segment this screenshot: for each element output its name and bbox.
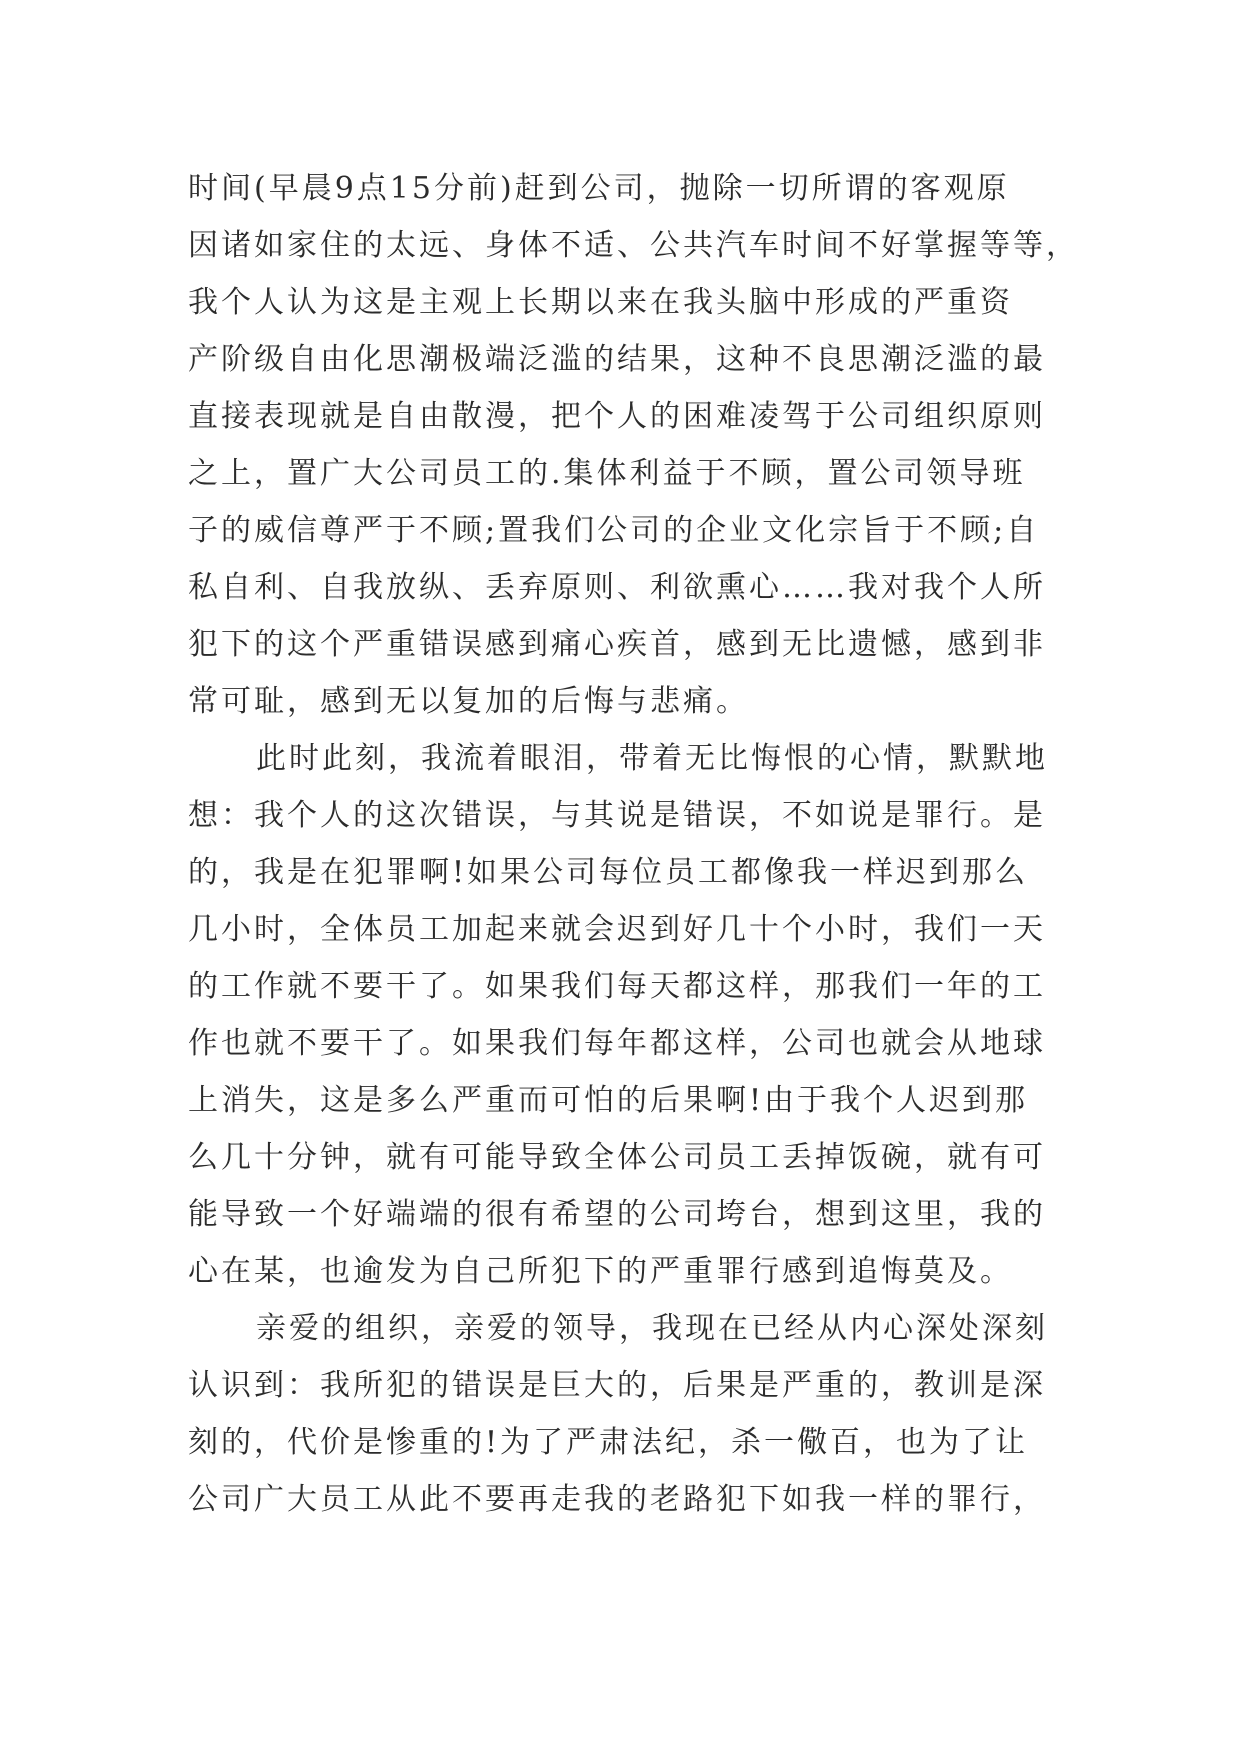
text-line: 我个人认为这是主观上长期以来在我头脑中形成的严重资: [188, 285, 1013, 320]
text-line: 的，我是在犯罪啊!如果公司每位员工都像我一样迟到那么: [188, 855, 1029, 890]
text-line: 产阶级自由化思潮极端泛滥的结果，这种不良思潮泛滥的最: [188, 342, 1046, 377]
text-line: 几小时，全体员工加起来就会迟到好几十个小时，我们一天: [188, 912, 1046, 947]
text-line: 上消失，这是多么严重而可怕的后果啊!由于我个人迟到那: [188, 1083, 1029, 1118]
text-line: 之上，置广大公司员工的.集体利益于不顾，置公司领导班: [188, 456, 1026, 491]
text-line: 作也就不要干了。如果我们每年都这样，公司也就会从地球: [188, 1026, 1046, 1061]
paragraph-3: [188, 1300, 1068, 1528]
text-line: 公司广大员工从此不要再走我的老路犯下如我一样的罪行，: [188, 1482, 1046, 1517]
text-line: 子的威信尊严于不顾;置我们公司的企业文化宗旨于不顾;自: [188, 513, 1040, 548]
paragraph-2: [188, 730, 1068, 1300]
text-line-first: 亲爱的组织，亲爱的领导，我现在已经从内心深处深刻: [256, 1311, 1048, 1346]
text-line: 的工作就不要干了。如果我们每天都这样，那我们一年的工: [188, 969, 1046, 1004]
text-line-first: 此时此刻，我流着眼泪，带着无比悔恨的心情，默默地: [256, 741, 1048, 776]
text-line: 心在某，也逾发为自己所犯下的严重罪行感到追悔莫及。: [188, 1254, 1013, 1289]
text-line: 时间(早晨9点15分前)赶到公司，抛除一切所谓的客观原: [188, 171, 1010, 206]
text-line: 认识到：我所犯的错误是巨大的，后果是严重的，教训是深: [188, 1368, 1046, 1403]
paragraph-1: [188, 160, 1079, 730]
text-line: 私自利、自我放纵、丢弃原则、利欲熏心……我对我个人所: [188, 570, 1046, 605]
document-body: [188, 160, 1079, 1528]
text-line: 刻的，代价是惨重的!为了严肃法纪，杀一儆百，也为了让: [188, 1425, 1029, 1460]
text-line: 能导致一个好端端的很有希望的公司垮台，想到这里，我的: [188, 1197, 1046, 1232]
text-line: 想：我个人的这次错误，与其说是错误，不如说是罪行。是: [188, 798, 1046, 833]
text-line: 因诸如家住的太远、身体不适、公共汽车时间不好掌握等等，: [188, 228, 1079, 263]
text-line: 直接表现就是自由散漫，把个人的困难凌驾于公司组织原则: [188, 399, 1046, 434]
text-line: 犯下的这个严重错误感到痛心疾首，感到无比遗憾，感到非: [188, 627, 1046, 662]
text-line: 常可耻，感到无以复加的后悔与悲痛。: [188, 684, 749, 719]
text-line: 么几十分钟，就有可能导致全体公司员工丢掉饭碗，就有可: [188, 1140, 1046, 1175]
